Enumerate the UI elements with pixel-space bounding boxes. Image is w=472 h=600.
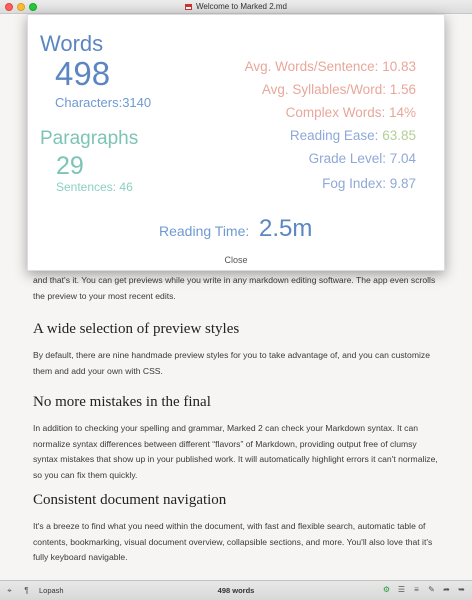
section-body: It's a breeze to find what you need within the document, with fast and flexible search, automatic table of contents, bookmarking, visual document overview, collapsible sections, and more. You'll also love that it's fully keyboard navigable. [33,521,433,562]
avg-syllables-label: Avg. Syllables/Word: [261,82,386,97]
grade-level-value: 7.04 [389,151,416,166]
style-label[interactable]: Lopash [39,586,64,595]
intro-paragraph: and that's it. You can get previews while you write in any markdown editing software. The app even scrolls the preview to your most recent edits. [33,275,436,301]
section-body: By default, there are nine handmade preview styles for you to take advantage of, and you can customize them and add your own with CSS. [33,350,430,376]
avg-syllables-value: 1.56 [389,82,416,97]
avg-words-label: Avg. Words/Sentence: [244,59,379,74]
minimize-window-button[interactable] [17,3,25,11]
grade-level-stat [309,151,416,166]
sentences-label: Sentences: [56,180,117,194]
close-window-button[interactable] [5,3,13,11]
status-bar [0,580,472,600]
gear-icon[interactable]: ⚙ [382,585,391,594]
fog-index-stat [322,176,416,191]
avg-words-value: 10.83 [382,59,416,74]
list-icon[interactable]: ☰ [397,585,406,594]
words-label: Words [40,31,104,56]
pilcrow-icon[interactable]: ¶ [24,586,29,595]
reading-ease-value: 63.85 [382,128,416,143]
paragraphs-value: 29 [56,152,84,180]
reading-time-value: 2.5m [259,215,313,242]
share-icon[interactable]: ➦ [443,585,450,594]
characters-value: 3140 [122,95,152,110]
grade-level-label: Grade Level: [308,151,386,166]
zoom-window-button[interactable] [29,3,37,11]
sentences-value: 46 [119,180,133,194]
fog-index-label: Fog Index: [322,176,386,191]
fog-index-value: 9.87 [389,176,416,191]
word-count[interactable]: 498 words [217,586,255,595]
pin-icon[interactable]: ⌖ [7,586,12,595]
complex-words-stat [286,105,416,120]
words-value: 498 [55,55,111,92]
export-icon[interactable]: ➥ [458,585,465,594]
avg-words-stat [245,59,416,74]
reading-time-label: Reading Time: [159,223,250,239]
reading-ease-stat [290,128,416,143]
close-button[interactable]: Close [224,255,248,265]
status-tools [382,585,466,594]
sentences-stat [56,180,133,194]
characters-label: Characters: [55,95,123,110]
reading-ease-label: Reading Ease: [289,128,379,143]
window-controls [5,3,37,11]
title-bar [0,0,472,14]
characters-stat [55,95,151,110]
document-statistics-panel [27,14,445,271]
bars-icon[interactable]: ≡ [414,585,419,594]
complex-words-label: Complex Words: [285,105,386,120]
section-heading: No more mistakes in the final [33,394,211,410]
section-heading: Consistent document navigation [33,492,227,508]
section-heading: A wide selection of preview styles [33,321,240,337]
section-body: In addition to checking your spelling and grammar, Marked 2 can check your Markdown syntax. It can normalize syntax differences between different “flavors” of Markdown, providing output free of clumsy syntax mistakes that show up in your published work. It will automatically highlight errors it can't normalize, so you can fix them quickly. [33,423,438,480]
window-title: Welcome to Marked 2.md [196,2,287,11]
pen-icon[interactable]: ✎ [428,585,435,594]
document-icon [185,4,192,10]
complex-words-value: 14% [388,105,416,120]
avg-syllables-stat [262,82,416,97]
paragraphs-label: Paragraphs [40,128,139,149]
